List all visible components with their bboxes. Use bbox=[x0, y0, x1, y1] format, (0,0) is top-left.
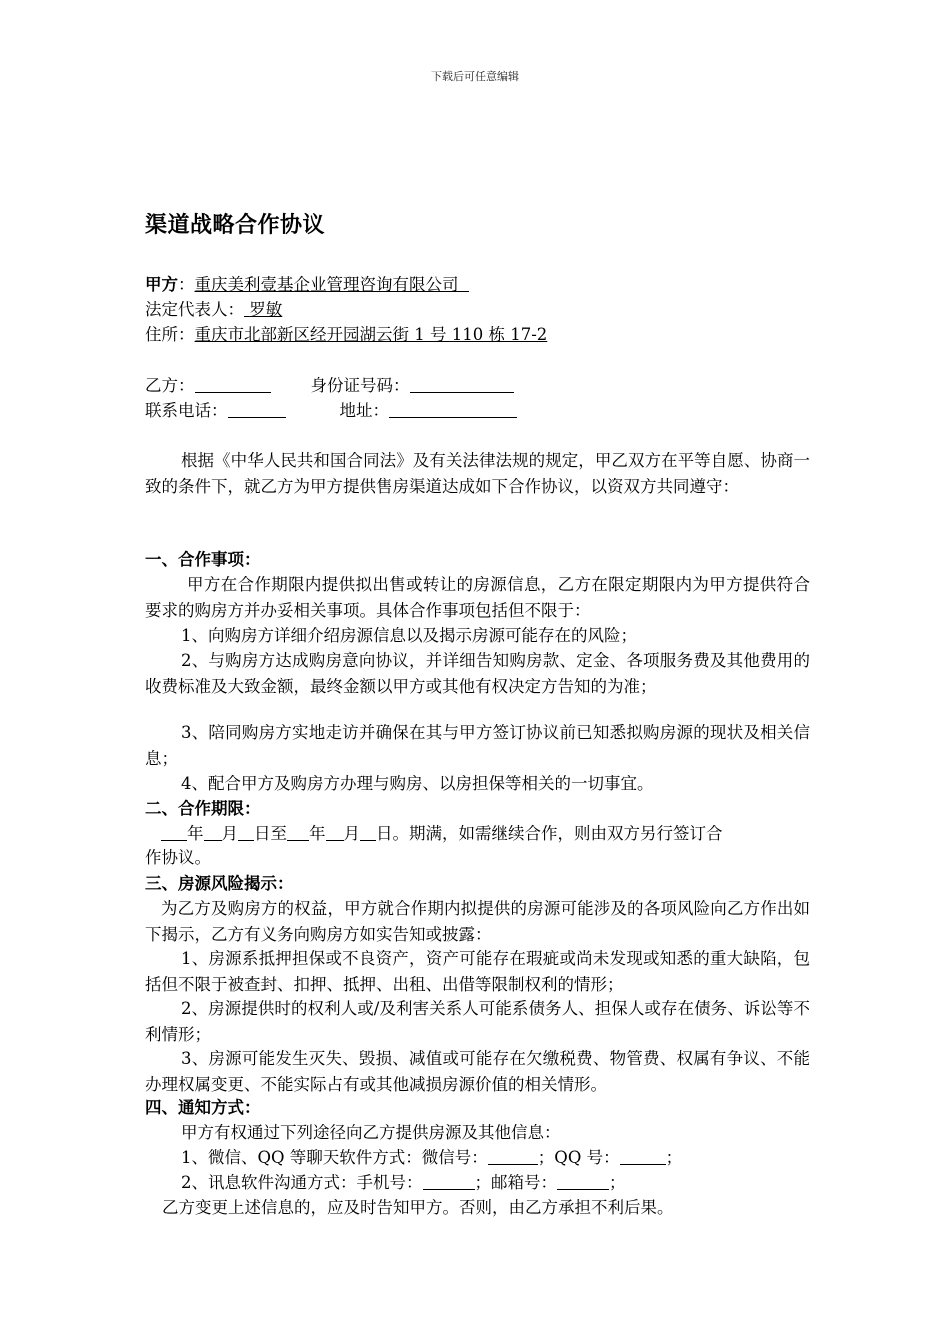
item-2-end: ； bbox=[609, 1173, 626, 1192]
term-day-end-text: 日。期满，如需继续合作，则由双方另行签订合 bbox=[376, 824, 723, 843]
party-b-contact-line bbox=[145, 399, 517, 423]
party-a-rep-line bbox=[145, 298, 282, 322]
qq-blank[interactable] bbox=[620, 1146, 666, 1165]
party-b-addr-blank[interactable] bbox=[389, 399, 517, 418]
email-label: ；邮箱号： bbox=[474, 1173, 557, 1192]
wechat-blank[interactable] bbox=[488, 1146, 538, 1165]
party-a-addr-value: 重庆市北部新区经开园湖云街 1 号 110 栋 17-2 bbox=[194, 325, 548, 344]
section-1-item-4: 4、配合甲方及购房方办理与购房、以房担保等相关的一切事宜。 bbox=[181, 774, 654, 793]
start-month-blank[interactable] bbox=[204, 822, 222, 841]
section-4-item-1 bbox=[181, 1146, 682, 1170]
term-year2-label: 年 bbox=[309, 824, 326, 843]
term-month-label: 月 bbox=[221, 824, 238, 843]
start-year-blank[interactable] bbox=[161, 822, 187, 841]
party-a-sep: ： bbox=[178, 275, 195, 294]
qq-label: ；QQ 号： bbox=[537, 1148, 620, 1167]
party-a-label: 甲方 bbox=[145, 275, 178, 294]
section-4-closing: 乙方变更上述信息的，应及时告知甲方。否则，由乙方承担不利后果。 bbox=[162, 1198, 674, 1217]
section-1-item-3: 3、陪同购房方实地走访并确保在其与甲方签订协议前已知悉拟购房源的现状及相关信息； bbox=[145, 723, 810, 768]
party-a-name: 重庆美利壹基企业管理咨询有限公司 bbox=[194, 275, 459, 294]
end-day-blank[interactable] bbox=[360, 822, 376, 841]
item-1-end: ； bbox=[665, 1148, 683, 1167]
party-a-rep-value: 罗敏 bbox=[249, 300, 283, 319]
document-title: 渠道战略合作协议 bbox=[145, 213, 326, 238]
end-year-blank[interactable] bbox=[287, 822, 309, 841]
end-month-blank[interactable] bbox=[326, 822, 344, 841]
party-b-id-blank[interactable] bbox=[410, 374, 514, 393]
section-3-item-1: 1、房源系抵押担保或不良资产，资产可能存在瑕疵或尚未发现或知悉的重大缺陷，包括但不限于被查封、扣押、抵押、出租、出借等限制权利的情形； bbox=[145, 949, 810, 994]
term-day-to-label: 日至 bbox=[254, 824, 287, 843]
section-1-item-1: 1、向购房方详细介绍房源信息以及揭示房源可能存在的风险； bbox=[181, 626, 637, 645]
page-header-note: 下载后可任意编辑 bbox=[431, 70, 519, 83]
section-4-heading: 四、通知方式： bbox=[145, 1098, 261, 1117]
party-a-line bbox=[145, 273, 469, 297]
start-day-blank[interactable] bbox=[238, 822, 254, 841]
section-4-paragraph: 甲方有权通过下列途径向乙方提供房源及其他信息： bbox=[181, 1123, 561, 1142]
party-a-addr-label: 住所： bbox=[145, 325, 195, 344]
party-a-rep-label: 法定代表人： bbox=[145, 300, 244, 319]
section-3-item-2: 2、房源提供时的权利人或/及利害关系人可能系债务人、担保人或存在债务、诉讼等不利情形； bbox=[145, 999, 810, 1044]
section-4-item-2 bbox=[181, 1171, 626, 1195]
party-b-line bbox=[145, 374, 514, 398]
section-1-item-2: 2、与购房方达成购房意向协议，并详细告知购房款、定金、各项服务费及其他费用的收费标准及大致金额，最终金额以甲方或其他有权决定方告知的为准； bbox=[145, 651, 810, 696]
party-b-phone-blank[interactable] bbox=[228, 399, 286, 418]
section-3-item-3: 3、房源可能发生灭失、毁损、减值或可能存在欠缴税费、物管费、权属有争议、不能办理权属变更、不能实际占有或其他减损房源价值的相关情形。 bbox=[145, 1049, 810, 1094]
party-b-phone-label: 联系电话： bbox=[145, 401, 228, 420]
wechat-label: 1、微信、QQ 等聊天软件方式：微信号： bbox=[181, 1148, 488, 1167]
party-b-label: 乙方： bbox=[145, 376, 195, 395]
party-a-address-line bbox=[145, 323, 547, 347]
term-year-label: 年 bbox=[187, 824, 204, 843]
party-b-id-label: 身份证号码： bbox=[310, 376, 410, 395]
intro-paragraph: 根据《中华人民共和国合同法》及有关法律法规的规定，甲乙双方在平等自愿、协商一致的条件下，就乙方为甲方提供售房渠道达成如下合作协议，以资双方共同遵守： bbox=[145, 451, 810, 496]
section-2-continuation: 作协议。 bbox=[145, 848, 211, 867]
mobile-blank[interactable] bbox=[423, 1171, 475, 1190]
section-3-paragraph: 为乙方及购房方的权益，甲方就合作期内拟提供的房源可能涉及的各项风险向乙方作出如下揭示，乙方有义务向购房方如实告知或披露： bbox=[145, 899, 810, 944]
party-b-name-blank[interactable] bbox=[195, 374, 271, 393]
mobile-label: 2、讯息软件沟通方式：手机号： bbox=[181, 1173, 423, 1192]
email-blank[interactable] bbox=[557, 1171, 609, 1190]
term-month2-label: 月 bbox=[343, 824, 360, 843]
section-2-term-line bbox=[145, 822, 723, 846]
section-1-paragraph: 甲方在合作期限内提供拟出售或转让的房源信息，乙方在限定期限内为甲方提供符合要求的购房方并办妥相关事项。具体合作事项包括但不限于： bbox=[145, 575, 810, 620]
section-2-heading: 二、合作期限： bbox=[145, 799, 261, 818]
section-1-heading: 一、合作事项： bbox=[145, 550, 261, 569]
section-3-heading: 三、房源风险揭示： bbox=[145, 874, 294, 893]
party-b-addr-label: 地址： bbox=[339, 401, 389, 420]
